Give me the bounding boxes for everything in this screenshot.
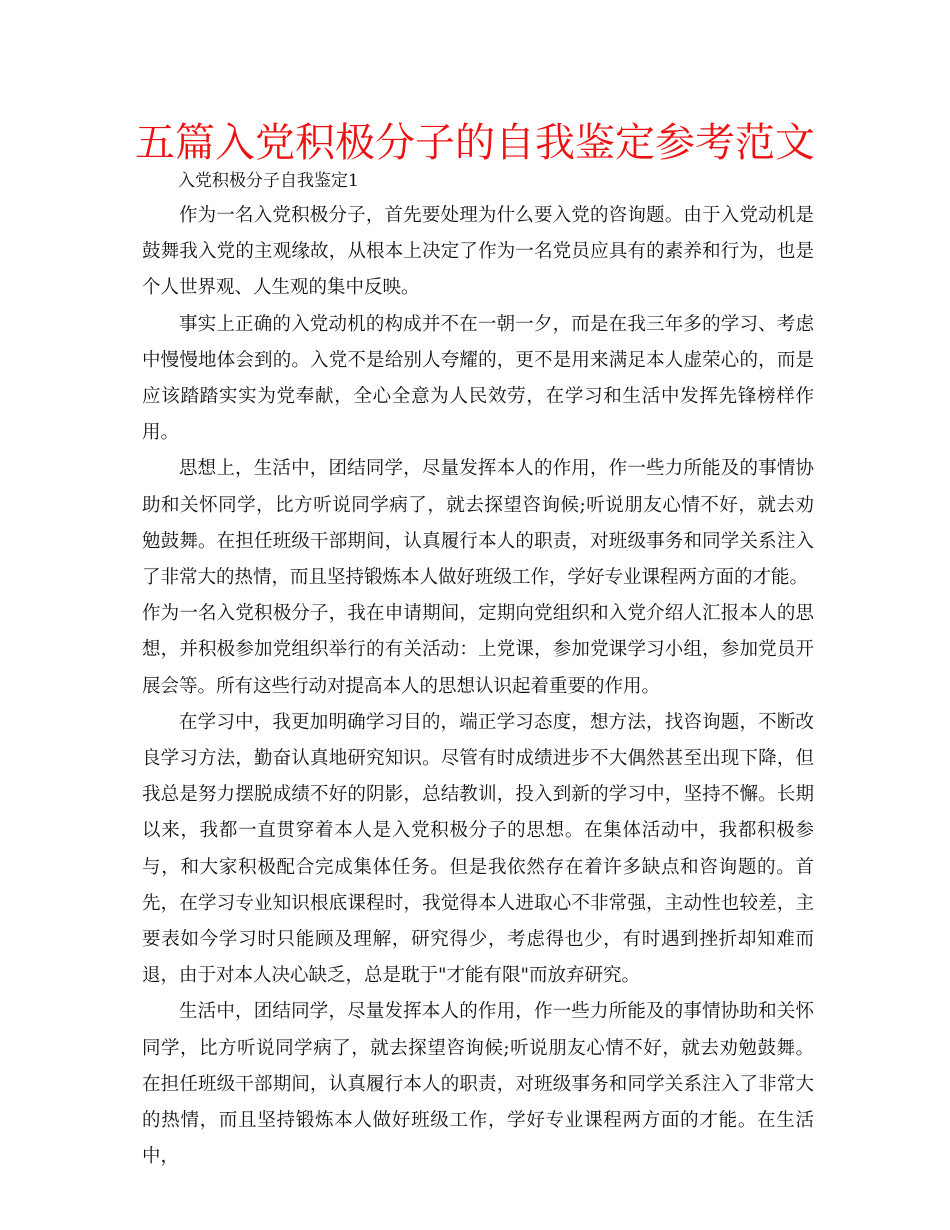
paragraph-4: 作为一名入党积极分子，我在申请期间，定期向党组织和入党介绍人汇报本人的思想，并积极参加党组织举行的有关活动：上党课，参加党课学习小组，参加党员开展会等。所有这些行动对提高本人的思想认识起着重要的作用。 [142, 603, 814, 697]
document-body [142, 198, 814, 1175]
document-title: 五篇入党积极分子的自我鉴定参考范文 [135, 120, 815, 166]
paragraph-5: 在学习中，我更加明确学习目的，端正学习态度，想方法，找咨询题，不断改良学习方法，勤奋认真地研究知识。尽管有时成绩进步不大偶然甚至出现下降，但我总是努力摆脱成绩不好的阴影，总结教训，投入到新的学习中，坚持不懈。长期以来，我都一直贯穿着本人是入党积极分子的思想。在集体活动中，我都积极参与，和大家积极配合完成集体任务。但是我依然存在着许多缺点和咨询题的。首先，在学习专业知识根底课程时，我觉得本人进取心不非常强，主动性也较差，主要表如今学习时只能顾及理解，研究得少，考虑得也少，有时遇到挫折却知难而退，由于对本人决心缺乏，总是耽于"才能有限"而放弃研究。 [142, 711, 814, 987]
paragraph-6: 生活中，团结同学，尽量发挥本人的作用，作一些力所能及的事情协助和关怀同学，比方听说同学病了，就去探望咨询候;听说朋友心情不好，就去劝勉鼓舞。在担任班级干部期间，认真履行本人的职责，对班级事务和同学关系注入了非常大的热情，而且坚持锻炼本人做好班级工作，学好专业课程两方面的才能。在生活中， [142, 1001, 814, 1168]
paragraph-3: 思想上，生活中，团结同学，尽量发挥本人的作用，作一些力所能及的事情协助和关怀同学，比方听说同学病了，就去探望咨询候;听说朋友心情不好，就去劝勉鼓舞。在担任班级干部期间，认真履行本人的职责，对班级事务和同学关系注入了非常大的热情，而且坚持锻炼本人做好班级工作，学好专业课程两方面的才能。 [142, 458, 814, 589]
paragraph-1: 作为一名入党积极分子，首先要处理为什么要入党的咨询题。由于入党动机是鼓舞我入党的主观缘故，从根本上决定了作为一名党员应具有的素养和行为，也是个人世界观、人生观的集中反映。 [142, 205, 814, 299]
document-subtitle: 入党积极分子自我鉴定1 [178, 171, 359, 191]
paragraph-2: 事实上正确的入党动机的构成并不在一朝一夕，而是在我三年多的学习、考虑中慢慢地体会到的。入党不是给别人夸耀的，更不是用来满足本人虚荣心的，而是应该踏踏实实为党奉献，全心全意为人民效劳，在学习和生活中发挥先锋榜样作用。 [142, 313, 814, 444]
